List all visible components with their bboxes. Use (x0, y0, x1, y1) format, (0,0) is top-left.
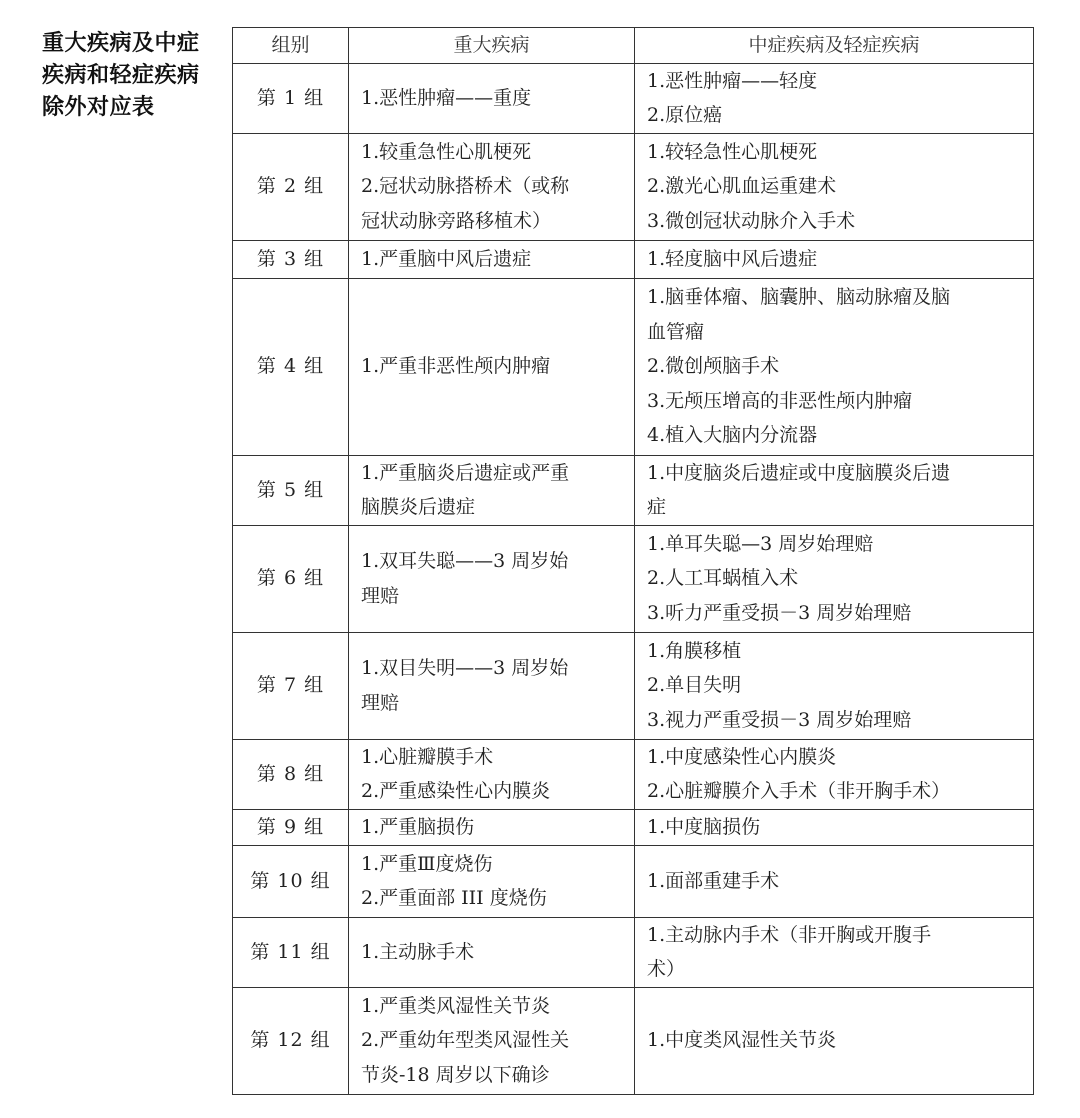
group-cell: 第 1 组 (233, 63, 349, 133)
group-cell: 第 7 组 (233, 632, 349, 739)
group-cell: 第 5 组 (233, 455, 349, 525)
minor-disease-cell (635, 455, 1034, 525)
minor-disease-cell (635, 845, 1034, 917)
group-cell: 第 12 组 (233, 987, 349, 1094)
disease-line: 2.微创颅脑手术 (647, 355, 780, 378)
disease-line: 2.人工耳蜗植入术 (647, 567, 799, 590)
disease-line: 1.严重类风湿性关节炎 (361, 994, 551, 1017)
table-row (233, 632, 1034, 739)
disease-line: 2.心脏瓣膜介入手术（非开胸手术） (647, 780, 951, 802)
disease-line: 4.植入大脑内分流器 (647, 424, 818, 447)
major-disease-cell (349, 240, 635, 278)
disease-line: 术） (647, 958, 686, 980)
table-row (233, 455, 1034, 525)
group-cell: 第 10 组 (233, 845, 349, 917)
disease-line: 1.轻度脑中风后遗症 (647, 247, 818, 270)
header-group: 组别 (233, 28, 349, 64)
group-cell: 第 4 组 (233, 278, 349, 455)
table-row (233, 525, 1034, 632)
group-cell: 第 3 组 (233, 240, 349, 278)
disease-line: 1.较重急性心肌梗死 (361, 140, 532, 163)
disease-line: 1.中度脑炎后遗症或中度脑膜炎后遗 (647, 461, 951, 484)
minor-disease-cell (635, 987, 1034, 1094)
major-disease-cell (349, 987, 635, 1094)
minor-disease-cell (635, 278, 1034, 455)
disease-line: 1.主动脉手术 (361, 940, 475, 963)
disease-line: 理赔 (361, 691, 400, 714)
disease-line: 3.微创冠状动脉介入手术 (647, 209, 856, 232)
disease-line: 症 (647, 496, 667, 518)
major-disease-cell (349, 845, 635, 917)
disease-line: 1.脑垂体瘤、脑囊肿、脑动脉瘤及脑 (647, 286, 951, 309)
title-line-3: 除外对应表 (42, 95, 155, 120)
disease-line: 理赔 (361, 584, 400, 607)
disease-line: 2.严重面部 III 度烧伤 (361, 887, 547, 909)
group-cell: 第 11 组 (233, 917, 349, 987)
minor-disease-cell (635, 739, 1034, 809)
disease-line: 3.视力严重受损－3 周岁始理赔 (647, 708, 912, 731)
disease-line: 1.单耳失聪—3 周岁始理赔 (647, 532, 874, 555)
group-cell: 第 9 组 (233, 809, 349, 845)
disease-line: 冠状动脉旁路移植术） (361, 209, 552, 232)
table-header-row (233, 28, 1034, 64)
disease-line: 节炎-18 周岁以下确诊 (361, 1063, 550, 1086)
title-line-1: 重大疾病及中症 (42, 31, 200, 56)
table-row (233, 133, 1034, 240)
disease-correspondence-table (232, 27, 1034, 1095)
page-title (42, 28, 217, 124)
disease-line: 1.主动脉内手术（非开胸或开腹手 (647, 923, 932, 946)
major-disease-cell (349, 278, 635, 455)
disease-line: 1.角膜移植 (647, 639, 742, 662)
table-row (233, 240, 1034, 278)
disease-line: 1.中度类风湿性关节炎 (647, 1029, 837, 1052)
disease-line: 1.面部重建手术 (647, 869, 780, 892)
disease-line: 1.中度脑损伤 (647, 815, 761, 838)
disease-line: 1.恶性肿瘤——轻度 (647, 69, 818, 92)
disease-line: 脑膜炎后遗症 (361, 496, 476, 518)
table-row (233, 917, 1034, 987)
disease-line: 2.单目失明 (647, 674, 742, 697)
disease-line: 1.严重Ⅲ度烧伤 (361, 852, 493, 875)
table-body (233, 63, 1034, 1094)
table-row (233, 739, 1034, 809)
disease-line: 1.心脏瓣膜手术 (361, 745, 494, 768)
major-disease-cell (349, 809, 635, 845)
title-line-2: 疾病和轻症疾病 (42, 63, 200, 88)
group-cell: 第 2 组 (233, 133, 349, 240)
minor-disease-cell (635, 63, 1034, 133)
group-cell: 第 8 组 (233, 739, 349, 809)
disease-line: 2.激光心肌血运重建术 (647, 175, 837, 198)
disease-line: 2.严重幼年型类风湿性关 (361, 1029, 570, 1052)
minor-disease-cell (635, 632, 1034, 739)
minor-disease-cell (635, 809, 1034, 845)
major-disease-cell (349, 133, 635, 240)
disease-line: 1.严重非恶性颅内肿瘤 (361, 355, 551, 378)
disease-line: 2.冠状动脉搭桥术（或称 (361, 175, 570, 198)
major-disease-cell (349, 525, 635, 632)
major-disease-cell (349, 455, 635, 525)
minor-disease-cell (635, 133, 1034, 240)
major-disease-cell (349, 917, 635, 987)
disease-line: 1.较轻急性心肌梗死 (647, 140, 818, 163)
disease-line: 1.中度感染性心内膜炎 (647, 745, 837, 768)
minor-disease-cell (635, 240, 1034, 278)
table-row (233, 809, 1034, 845)
disease-line: 3.无颅压增高的非恶性颅内肿瘤 (647, 389, 913, 412)
disease-line: 1.严重脑中风后遗症 (361, 247, 532, 270)
disease-line: 1.严重脑炎后遗症或严重 (361, 461, 570, 484)
disease-line: 1.严重脑损伤 (361, 815, 475, 838)
table-row (233, 845, 1034, 917)
disease-line: 2.严重感染性心内膜炎 (361, 780, 551, 802)
minor-disease-cell (635, 525, 1034, 632)
major-disease-cell (349, 739, 635, 809)
table-row (233, 63, 1034, 133)
table-row (233, 278, 1034, 455)
disease-line: 1.双目失明——3 周岁始 (361, 657, 569, 679)
disease-line: 1.恶性肿瘤——重度 (361, 86, 532, 109)
table-row (233, 987, 1034, 1094)
disease-line: 2.原位癌 (647, 104, 723, 126)
disease-line: 3.听力严重受损－3 周岁始理赔 (647, 601, 912, 624)
minor-disease-cell (635, 917, 1034, 987)
header-minor-disease: 中症疾病及轻症疾病 (635, 28, 1034, 64)
group-cell: 第 6 组 (233, 525, 349, 632)
major-disease-cell (349, 632, 635, 739)
disease-line: 1.双耳失聪——3 周岁始 (361, 550, 569, 572)
disease-line: 血管瘤 (647, 320, 705, 343)
header-major-disease: 重大疾病 (349, 28, 635, 64)
major-disease-cell (349, 63, 635, 133)
